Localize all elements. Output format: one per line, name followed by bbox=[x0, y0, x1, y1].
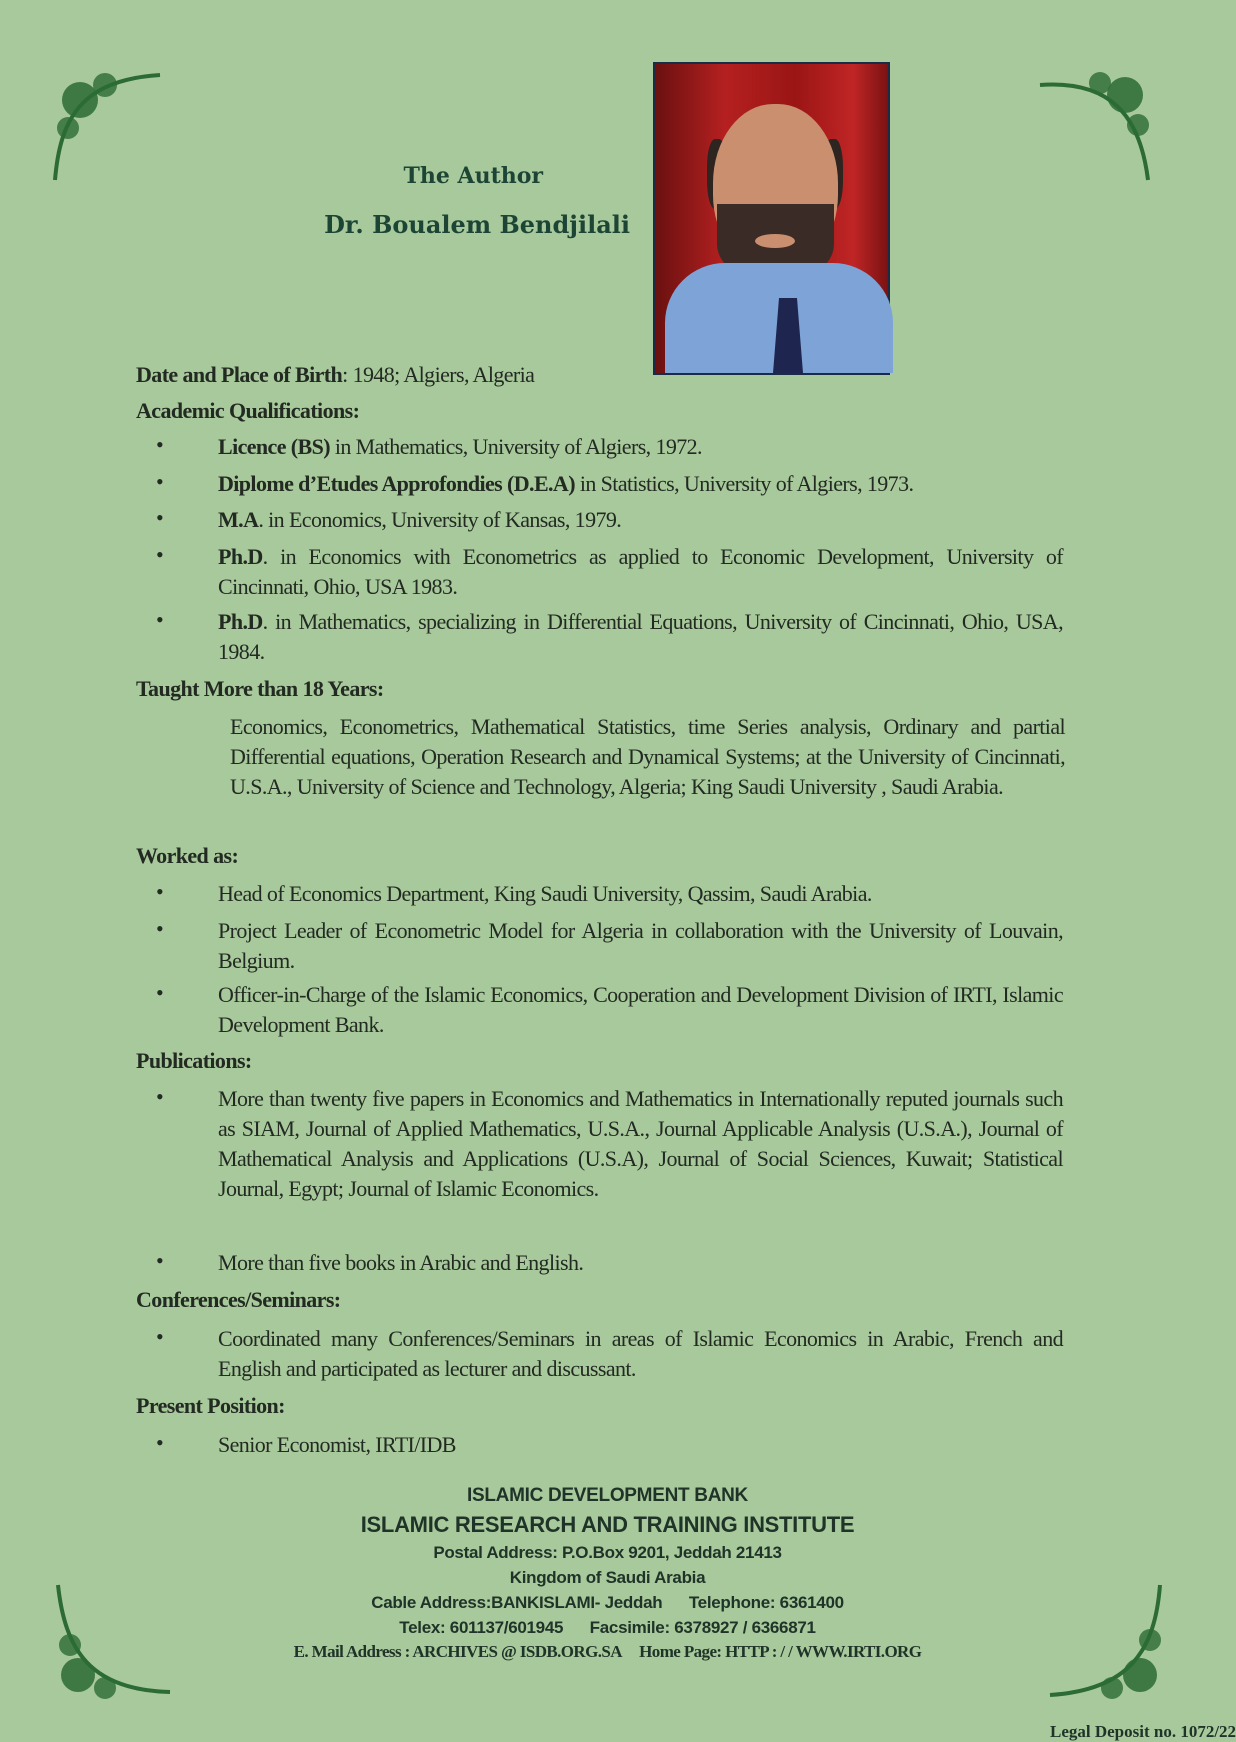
bullet-icon: • bbox=[156, 1084, 164, 1109]
bullet-icon: • bbox=[156, 1430, 164, 1455]
conferences-heading: Conferences/Seminars: bbox=[136, 1287, 341, 1312]
list-item: More than five books in Arabic and English. bbox=[218, 1250, 584, 1275]
bullet-icon: • bbox=[156, 542, 164, 567]
taught-heading: Taught More than 18 Years: bbox=[136, 676, 384, 701]
worked-heading: Worked as: bbox=[136, 843, 239, 868]
list-item: Ph.D. in Mathematics, specializing in Differential Equations, University of Cincinnati, Ohio, USA, 1984. bbox=[218, 609, 1063, 664]
bullet-icon: • bbox=[156, 607, 164, 632]
footer-email-home: E. Mail Address : ARCHIVES @ ISDB.ORG.SA Home Page: HTTP : / / WWW.IRTI.ORG bbox=[293, 1642, 922, 1661]
list-item: Diplome d’Etudes Approfondies (D.E.A) in Statistics, University of Algiers, 1973. bbox=[218, 471, 914, 496]
author-name: Dr. Boualem Bendjilali bbox=[324, 210, 630, 239]
corner-ornament-top-right-icon bbox=[1030, 55, 1160, 185]
list-item: Coordinated many Conferences/Seminars in areas of Islamic Economics in Arabic, French and English and participated as lecturer and discussant. bbox=[218, 1326, 1063, 1381]
position-heading: Present Position: bbox=[136, 1393, 285, 1418]
list-item: Head of Economics Department, King Saudi University, Qassim, Saudi Arabia. bbox=[218, 881, 872, 906]
footer-cable-phone: Cable Address:BANKISLAMI- Jeddah Telephone: 6361400 bbox=[371, 1593, 844, 1612]
birth-line bbox=[136, 362, 534, 388]
list-item: M.A. in Economics, University of Kansas, 1979. bbox=[218, 507, 622, 532]
footer-telex-fax: Telex: 601137/601945 Facsimile: 6378927 / 6366871 bbox=[399, 1618, 816, 1637]
list-item: Senior Economist, IRTI/IDB bbox=[218, 1432, 456, 1457]
birth-label: Date and Place of Birth bbox=[136, 362, 343, 387]
author-label: The Author bbox=[403, 163, 543, 189]
bullet-icon: • bbox=[156, 980, 164, 1005]
footer-postal: Postal Address: P.O.Box 9201, Jeddah 21413 bbox=[433, 1543, 782, 1562]
bullet-icon: • bbox=[156, 1248, 164, 1273]
footer-country: Kingdom of Saudi Arabia bbox=[509, 1568, 706, 1587]
bullet-icon: • bbox=[156, 469, 164, 494]
publications-heading: Publications: bbox=[136, 1048, 252, 1073]
bullet-icon: • bbox=[156, 505, 164, 530]
bullet-icon: • bbox=[156, 916, 164, 941]
bullet-icon: • bbox=[156, 1324, 164, 1349]
birth-value: : 1948; Algiers, Algeria bbox=[342, 362, 535, 387]
list-item: Officer-in-Charge of the Islamic Economics, Cooperation and Development Division of IRTI, Islamic Development Bank. bbox=[218, 982, 1063, 1037]
footer-bank: ISLAMIC DEVELOPMENT BANK bbox=[467, 1485, 748, 1506]
list-item: Project Leader of Econometric Model for Algeria in collaboration with the University of Louvain, Belgium. bbox=[218, 918, 1063, 973]
list-item: Licence (BS) in Mathematics, University of Algiers, 1972. bbox=[218, 434, 702, 459]
list-item: More than twenty five papers in Economics and Mathematics in Internationally reputed journals such as SIAM, Journal of Applied Mathematics, U.S.A., Journal Applicable Analysis (U.S.A.), Journal of Mathematical Analysis and Applications (U.S.A), Journal of Social Sciences, Kuwait; Statistical Journal, Egypt; Journal of Islamic Economics. bbox=[218, 1086, 1063, 1201]
academic-heading: Academic Qualifications: bbox=[136, 398, 360, 423]
bullet-icon: • bbox=[156, 879, 164, 904]
author-photo bbox=[653, 62, 890, 375]
list-item: Ph.D. in Economics with Econometrics as applied to Economic Development, University of Cincinnati, Ohio, USA 1983. bbox=[218, 544, 1063, 599]
footer-institute: ISLAMIC RESEARCH AND TRAINING INSTITUTE bbox=[360, 1512, 855, 1537]
legal-deposit: Legal Deposit no. 1072/22 bbox=[1050, 1722, 1236, 1741]
bullet-icon: • bbox=[156, 432, 164, 457]
taught-text: Economics, Econometrics, Mathematical Statistics, time Series analysis, Ordinary and partial Differential equations, Operation Research and Dynamical Systems; at the University of Cincinnati, U.S.A., University of Science and Technology, Algeria; King Saudi University , Saudi Arabia. bbox=[230, 714, 1065, 799]
